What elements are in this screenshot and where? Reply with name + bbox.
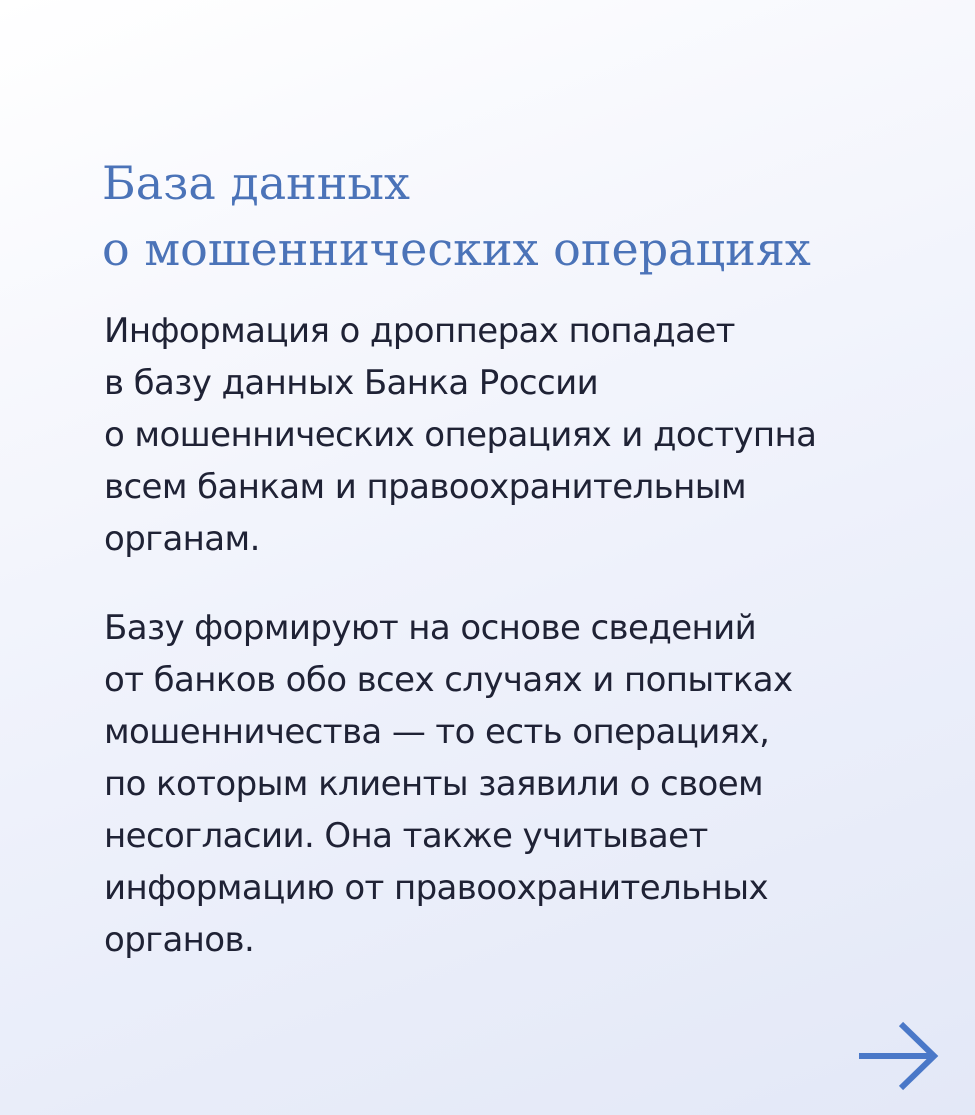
slide-title-line-2: о мошеннических операциях bbox=[102, 222, 811, 276]
slide-title bbox=[102, 150, 942, 282]
paragraph-1-line-3: о мошеннических операциях и доступна bbox=[104, 415, 817, 455]
paragraph-2-line-4: по которым клиенты заявили о своем bbox=[104, 764, 764, 804]
paragraph-1-line-5: органам. bbox=[104, 519, 260, 559]
paragraph-2-line-2: от банков обо всех случаях и попытках bbox=[104, 660, 793, 700]
slide-title-line-1: База данных bbox=[102, 156, 410, 210]
paragraph-2-line-1: Базу формируют на основе сведений bbox=[104, 608, 757, 648]
paragraph-2-line-6: информацию от правоохранительных bbox=[104, 868, 768, 908]
paragraph-1-line-1: Информация о дропперах попадает bbox=[104, 311, 735, 351]
next-slide-button[interactable] bbox=[855, 1020, 941, 1092]
paragraph-2-line-7: органов. bbox=[104, 920, 255, 960]
paragraph-database-sources bbox=[104, 602, 954, 966]
paragraph-droppers-info bbox=[104, 305, 954, 565]
paragraph-2-line-5: несогласии. Она также учитывает bbox=[104, 816, 708, 856]
paragraph-2-line-3: мошенничества — то есть операциях, bbox=[104, 712, 770, 752]
arrow-right-icon bbox=[855, 1020, 941, 1092]
paragraph-1-line-2: в базу данных Банка России bbox=[104, 363, 599, 403]
paragraph-1-line-4: всем банкам и правоохранительным bbox=[104, 467, 747, 507]
